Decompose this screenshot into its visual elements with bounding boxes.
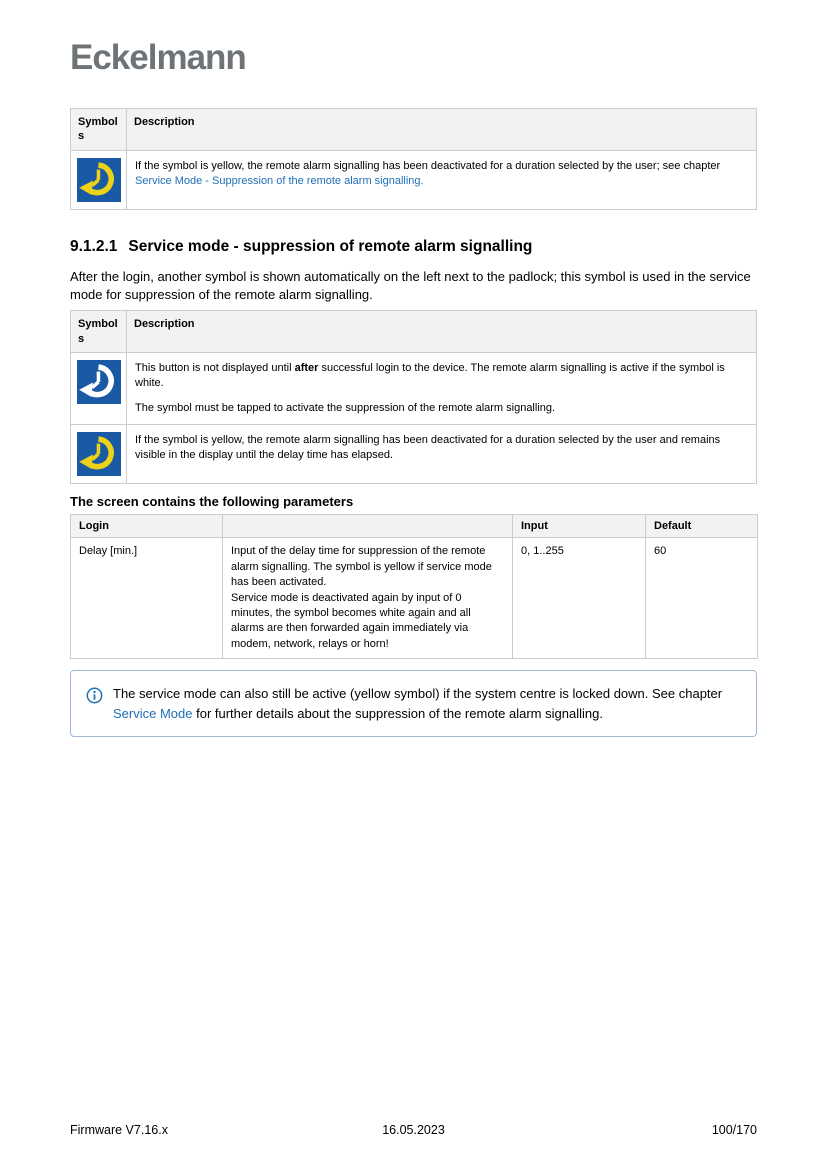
delay-clock-yellow-icon [77, 157, 121, 203]
table-row [71, 538, 758, 659]
table-header-row [71, 311, 757, 353]
table-header-row [71, 515, 758, 538]
parameters-table [70, 514, 758, 659]
description-column-header [223, 515, 513, 538]
symbol-cell [71, 425, 127, 484]
description-column-header: Description [127, 311, 757, 353]
table-row [71, 425, 757, 484]
parameter-input-cell: 0, 1..255 [513, 538, 646, 659]
footer-firmware-version: Firmware V7.16.x [70, 1123, 168, 1137]
info-note-box [70, 670, 757, 737]
description-text: This button is not displayed until after successful login to the device. The remote alarm signalling is active if the symbol is white. [135, 361, 725, 390]
symbol-cell [71, 150, 127, 209]
footer-page-number: 100/170 [711, 1123, 757, 1137]
login-column-header: Login [71, 515, 223, 538]
service-mode-link[interactable]: Service Mode [113, 705, 193, 721]
section-number: 9.1.2.1 [70, 237, 118, 255]
page-footer [70, 1123, 757, 1137]
parameters-heading: The screen contains the following parameters [70, 494, 354, 510]
description-column-header: Description [127, 109, 757, 151]
symbol-table-top [70, 108, 757, 210]
delay-clock-yellow-icon [77, 431, 121, 477]
section-title-text: Service mode - suppression of remote alarm signalling [128, 237, 533, 255]
description-cell [127, 425, 757, 484]
table-row [71, 150, 757, 209]
parameter-description-cell [223, 538, 513, 659]
description-text: Input of the delay time for suppression of the remote alarm signalling. The symbol is yellow if service mode has been activated. [231, 545, 492, 589]
table-row [71, 352, 757, 424]
table-header-row [71, 109, 757, 151]
delay-clock-white-icon [77, 359, 121, 405]
symbol-table-main [70, 310, 757, 484]
description-cell [127, 352, 757, 424]
parameter-name-cell: Delay [min.] [71, 538, 223, 659]
symbol-cell [71, 352, 127, 424]
description-text: If the symbol is yellow, the remote alarm signalling has been deactivated for a duration selected by the user and remains visible in the display until the delay time has elapsed. [135, 434, 721, 462]
bold-emphasis: after [294, 361, 319, 374]
parameter-default-cell: 60 [646, 538, 758, 659]
page-content [70, 40, 757, 737]
note-text: The service mode can also still be active (yellow symbol) if the system centre is locked down. See chapter [113, 686, 723, 702]
description-text: Service mode is deactivated again by input of 0 minutes, the symbol becomes white again and all alarms are then forwarded again immediately via modem, network, relays or horn! [231, 591, 471, 650]
description-text: The symbol must be tapped to activate the suppression of the remote alarm signalling. [135, 401, 556, 414]
intro-paragraph: After the login, another symbol is shown automatically on the left next to the padlock; this symbol is used in the service mode for suppression of the remote alarm signalling. [70, 268, 751, 303]
footer-date: 16.05.2023 [382, 1123, 445, 1137]
symbols-column-header: Symbols [71, 109, 127, 151]
note-text: for further details about the suppression of the remote alarm signalling. [192, 705, 603, 721]
default-column-header: Default [646, 515, 758, 538]
description-text: If the symbol is yellow, the remote alarm signalling has been deactivated for a duration selected by the user; see chapter Service Mode - Suppression of the remote alarm signalling. [135, 159, 721, 187]
section-heading [70, 238, 757, 256]
eckelmann-logo: Eckelmann [70, 38, 246, 77]
symbols-column-header: Symbols [71, 311, 127, 353]
info-icon [86, 687, 103, 704]
description-cell [127, 150, 757, 209]
service-mode-suppression-link[interactable]: Service Mode - Suppression of the remote alarm signalling. [135, 174, 424, 187]
input-column-header: Input [513, 515, 646, 538]
